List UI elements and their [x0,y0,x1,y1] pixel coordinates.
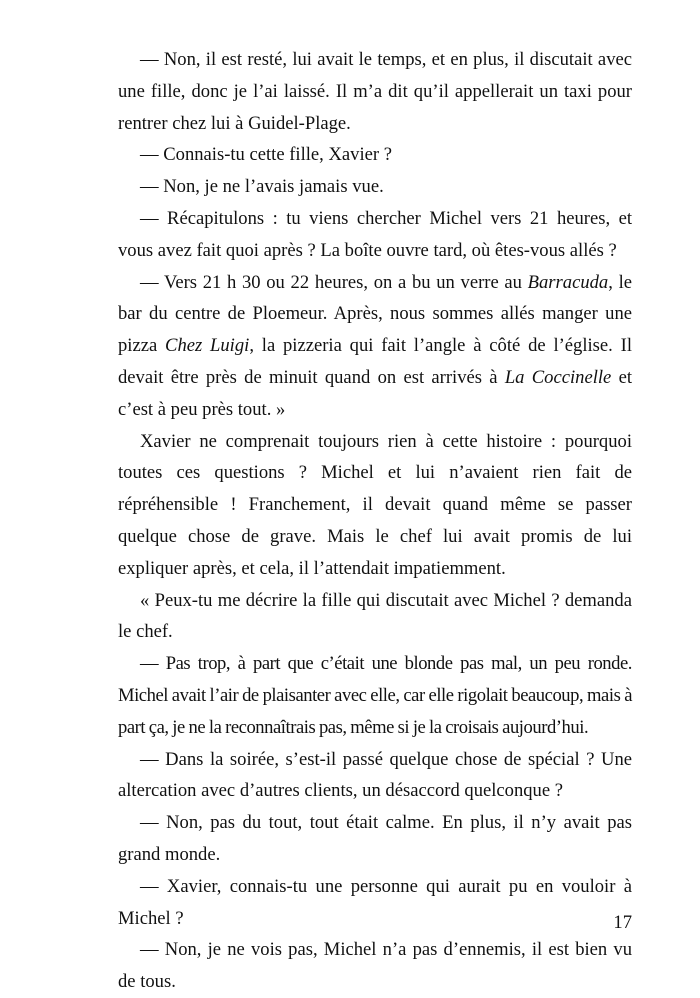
text-run: — Xavier, connais-tu une personne qui aurait pu en vouloir à Michel ? [118,875,632,929]
text-run: et c’est à peu près tout. » [118,366,632,420]
text-run: , le bar du centre de Ploemeur. Après, nous sommes allés manger une pizza [118,271,632,357]
italic-text: Barracuda [527,271,609,293]
paragraph [118,44,632,139]
text-run: — Non, pas du tout, tout était calme. En plus, il n’y avait pas grand monde. [118,812,632,865]
paragraph [118,139,632,171]
text-run: « Peux-tu me décrire la fille qui discutait avec Michel ? demanda le chef. [118,589,632,643]
paragraph [118,267,632,426]
text-run: — Non, je ne l’avais jamais vue. [140,176,384,198]
page-body [118,44,632,998]
text-run: , la pizzeria qui fait l’angle à côté de l’église. Il devait être près de minuit quand on est arrivés à [118,335,632,388]
paragraph [118,807,632,871]
paragraph [118,585,632,649]
text-run: Xavier ne comprenait toujours rien à cette histoire : pourquoi toutes ces questions ? Michel et lui n’avaient rien fait de répréhensible ! Franchement, il devait quand même se passer quelque chose de grave. Mais le chef lui avait promis de lui expliquer après, et cela, il l’attendait impatiemment. [118,430,632,579]
text-run: — Non, il est resté, lui avait le temps, et en plus, il discutait avec une fille, donc je l’ai laissé. Il m’a dit qu’il appellerait un taxi pour rentrer chez lui à Guidel-Plage. [118,49,632,134]
page-number: 17 [613,912,632,933]
paragraph [118,871,632,935]
paragraph [118,426,632,585]
paragraph [118,203,632,267]
text-run: — Récapitulons : tu viens chercher Michel vers 21 heures, et vous avez fait quoi après ? La boîte ouvre tard, où êtes-vous allés ? [118,207,632,261]
paragraph [118,648,632,743]
text-run: — Vers 21 h 30 ou 22 heures, on a bu un verre au [140,271,528,293]
italic-text: Chez Luigi [165,335,250,357]
paragraph [118,744,632,808]
text-run: — Pas trop, à part que c’était une blonde pas mal, un peu ronde. Michel avait l’air de plaisanter avec elle, car elle rigolait beaucoup, mais à part ça, je ne la reconnaîtrais pas, même si je la croisais aujourd’hui. [118,653,632,738]
paragraph [118,934,632,998]
text-run: — Connais-tu cette fille, Xavier ? [140,144,392,166]
text-run: — Non, je ne vois pas, Michel n’a pas d’ennemis, il est bien vu de tous. [118,939,632,993]
italic-text: La Coccinelle [504,366,612,388]
paragraph [118,171,632,203]
text-run: — Dans la soirée, s’est-il passé quelque chose de spécial ? Une altercation avec d’autres clients, un désaccord quelconque ? [118,748,632,802]
